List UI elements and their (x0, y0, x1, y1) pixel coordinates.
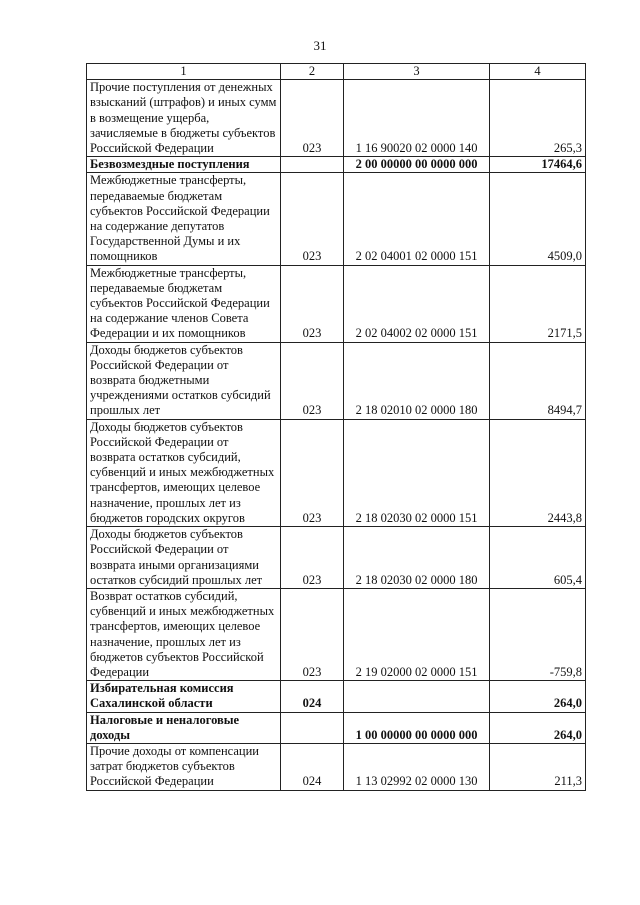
row-name: Безвозмездные поступления (87, 157, 281, 173)
row-amount: 8494,7 (490, 342, 586, 419)
table-row (87, 743, 586, 790)
row-amount: -759,8 (490, 588, 586, 680)
row-budget-code: 2 02 04001 02 0000 151 (344, 173, 490, 265)
row-budget-code: 2 18 02030 02 0000 180 (344, 527, 490, 589)
table-row (87, 80, 586, 157)
table-row (87, 157, 586, 173)
row-budget-code: 1 13 02992 02 0000 130 (344, 743, 490, 790)
row-name: Прочие доходы от компенсации затрат бюджетов субъектов Российской Федерации (87, 743, 281, 790)
row-amount: 4509,0 (490, 173, 586, 265)
table-row (87, 527, 586, 589)
row-name: Возврат остатков субсидий, субвенций и иных межбюджетных трансфертов, имеющих целевое назначение, прошлых лет из бюджетов субъектов Российской Федерации (87, 588, 281, 680)
row-admin-code: 023 (281, 265, 344, 342)
row-admin-code: 023 (281, 527, 344, 589)
row-admin-code: 023 (281, 588, 344, 680)
row-amount: 2443,8 (490, 419, 586, 526)
row-budget-code: 2 18 02010 02 0000 180 (344, 342, 490, 419)
row-budget-code: 1 16 90020 02 0000 140 (344, 80, 490, 157)
row-amount: 605,4 (490, 527, 586, 589)
row-name: Избирательная комиссия Сахалинской области (87, 681, 281, 712)
column-header: 2 (281, 64, 344, 80)
row-amount: 265,3 (490, 80, 586, 157)
row-name: Доходы бюджетов субъектов Российской Федерации от возврата иными организациями остатков субсидий прошлых лет (87, 527, 281, 589)
column-header: 3 (344, 64, 490, 80)
row-name: Прочие поступления от денежных взысканий (штрафов) и иных сумм в возмещение ущерба, зачисляемые в бюджеты субъектов Российской Федерации (87, 80, 281, 157)
row-admin-code: 023 (281, 80, 344, 157)
column-header: 1 (87, 64, 281, 80)
row-admin-code (281, 712, 344, 743)
row-name: Доходы бюджетов субъектов Российской Федерации от возврата бюджетными учреждениями остатков субсидий прошлых лет (87, 342, 281, 419)
row-budget-code (344, 681, 490, 712)
table-row (87, 342, 586, 419)
row-amount: 264,0 (490, 681, 586, 712)
row-budget-code: 1 00 00000 00 0000 000 (344, 712, 490, 743)
budget-revenue-table (86, 63, 586, 791)
row-admin-code: 023 (281, 342, 344, 419)
row-amount: 2171,5 (490, 265, 586, 342)
row-amount: 211,3 (490, 743, 586, 790)
row-amount: 17464,6 (490, 157, 586, 173)
row-budget-code: 2 19 02000 02 0000 151 (344, 588, 490, 680)
table-row (87, 712, 586, 743)
table-row (87, 173, 586, 265)
row-amount: 264,0 (490, 712, 586, 743)
row-budget-code: 2 02 04002 02 0000 151 (344, 265, 490, 342)
row-admin-code: 024 (281, 681, 344, 712)
table-row (87, 419, 586, 526)
table-row (87, 588, 586, 680)
table-body (87, 64, 586, 791)
row-budget-code: 2 00 00000 00 0000 000 (344, 157, 490, 173)
row-name: Межбюджетные трансферты, передаваемые бюджетам субъектов Российской Федерации на содержание депутатов Государственной Думы и их помощников (87, 173, 281, 265)
row-admin-code: 023 (281, 173, 344, 265)
table-header-row (87, 64, 586, 80)
row-admin-code (281, 157, 344, 173)
page-number: 31 (313, 38, 327, 53)
row-budget-code: 2 18 02030 02 0000 151 (344, 419, 490, 526)
row-name: Доходы бюджетов субъектов Российской Федерации от возврата остатков субсидий, субвенций и иных межбюджетных трансфертов, имеющих целевое назначение, прошлых лет из бюджетов городских округов (87, 419, 281, 526)
row-admin-code: 023 (281, 419, 344, 526)
row-name: Налоговые и неналоговые доходы (87, 712, 281, 743)
table-row (87, 265, 586, 342)
row-name: Межбюджетные трансферты, передаваемые бюджетам субъектов Российской Федерации на содержание членов Совета Федерации и их помощников (87, 265, 281, 342)
row-admin-code: 024 (281, 743, 344, 790)
column-header: 4 (490, 64, 586, 80)
table-row (87, 681, 586, 712)
